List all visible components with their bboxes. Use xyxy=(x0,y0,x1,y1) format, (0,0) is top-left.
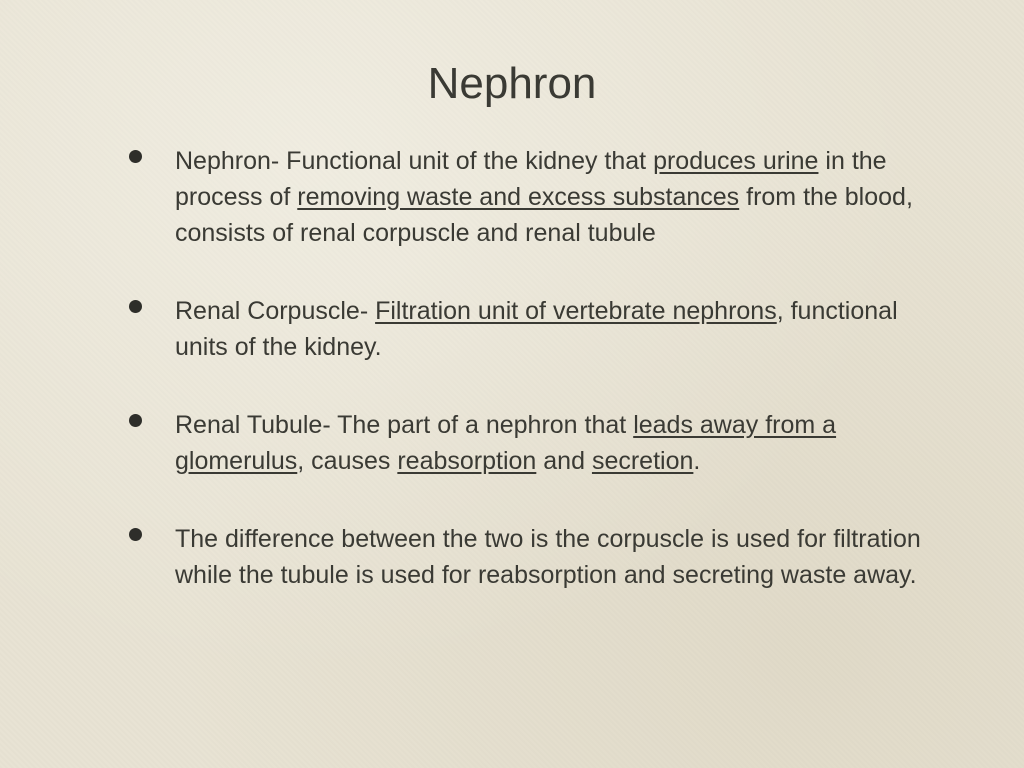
bullet-text: Renal Tubule- The part of a nephron that xyxy=(175,411,634,439)
bullet-nephron xyxy=(0,143,930,251)
bullet-dot-icon xyxy=(129,528,142,541)
bullet-text: and xyxy=(536,447,592,475)
slide-title: Nephron xyxy=(427,59,597,108)
bullet-dot-icon xyxy=(129,300,142,313)
bullet-renal-tubule xyxy=(0,407,930,479)
bullet-text: , functional units of the kidney. xyxy=(175,297,898,361)
underlined-term: removing waste and excess substances xyxy=(297,183,740,211)
underlined-term: leads away from a glomerulus xyxy=(175,411,837,475)
bullet-text: Renal Corpuscle- xyxy=(175,297,376,325)
bullet-dot-icon xyxy=(129,414,142,427)
bullet-renal-corpuscle xyxy=(0,293,930,365)
bullet-text: from the blood, consists of renal corpuscle and renal tubule xyxy=(175,183,913,247)
bullet-difference xyxy=(0,521,930,593)
bullet-text: , causes xyxy=(297,447,398,475)
bullet-list xyxy=(0,143,1024,593)
bullet-text: The difference between the two is the corpuscle is used for filtration while the tubule is used for reabsorption and secreting waste away. xyxy=(175,525,921,589)
bullet-dot-icon xyxy=(129,150,142,163)
underlined-term: produces urine xyxy=(653,147,819,175)
bullet-text: in the process of xyxy=(175,147,887,211)
underlined-term: reabsorption xyxy=(397,447,537,475)
underlined-term: Filtration unit of vertebrate nephrons xyxy=(375,297,777,325)
bullet-text: . xyxy=(693,447,701,475)
bullet-text: Nephron- Functional unit of the kidney that xyxy=(175,147,654,175)
underlined-term: secretion xyxy=(591,447,694,475)
